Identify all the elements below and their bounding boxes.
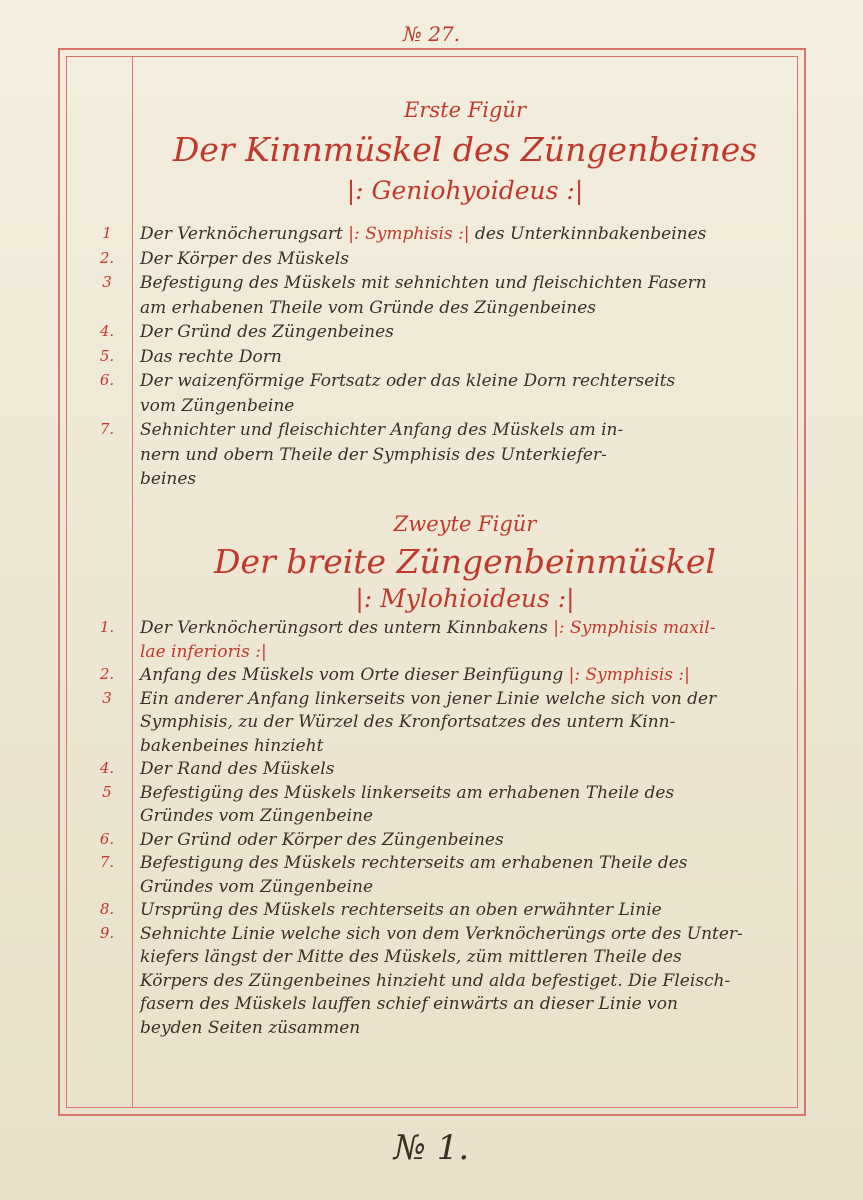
item-text: Symphisis, zu der Würzel des Kronfortsatzes des untern Kinn- xyxy=(140,712,676,732)
item-text: Befestigung des Müskels rechterseits am erhabenen Theile des xyxy=(140,853,688,873)
item-number: 7. xyxy=(99,853,115,871)
item-line xyxy=(140,616,790,640)
figure1-label: Erste Figür xyxy=(404,98,526,122)
item-number: 7. xyxy=(99,420,115,438)
item-number: 2. xyxy=(99,665,115,683)
item-line xyxy=(140,345,790,369)
item-number: 4. xyxy=(99,322,115,340)
item-number: 2. xyxy=(99,248,115,267)
item-text: Sehnichter und fleischichter Anfang des Müskels am in- xyxy=(140,420,624,440)
item-line xyxy=(140,828,790,852)
item-text: Der Verknöcherüngsort des untern Kinnbakens xyxy=(140,618,554,638)
item-line xyxy=(140,640,790,664)
item-text: Befestigung des Müskels mit sehnichten und fleischichten Fasern xyxy=(140,273,707,293)
item-line xyxy=(140,851,790,875)
item-line xyxy=(140,467,790,491)
item-number: 3 xyxy=(102,688,112,707)
item-text: Gründes vom Züngenbeine xyxy=(140,876,374,897)
figure2-title: Der breite Züngenbeinmüskel xyxy=(214,542,716,581)
item-line xyxy=(140,945,790,969)
item-text: Anfang des Müskels vom Orte dieser Beinfügung xyxy=(140,665,569,685)
item-line xyxy=(140,710,790,734)
item-number: 4. xyxy=(99,759,115,777)
item-text: Der waizenförmige Fortsatz oder das kleine Dorn rechterseits xyxy=(140,371,676,391)
item-latin-term: lae inferioris :| xyxy=(140,641,267,662)
item-latin-term: |: Symphisis maxil- xyxy=(553,618,716,638)
item-line xyxy=(140,394,790,418)
item-text: fasern des Müskels lauffen schief einwärts an dieser Linie von xyxy=(140,994,678,1014)
item-number: 1. xyxy=(99,618,115,636)
item-latin-term: |: Symphisis :| xyxy=(568,665,690,685)
sheet-number: № 1. xyxy=(393,1128,470,1168)
item-line xyxy=(140,781,790,805)
item-line xyxy=(140,663,790,687)
item-text: vom Züngenbeine xyxy=(140,395,295,416)
item-text: beyden Seiten züsammen xyxy=(140,1017,361,1038)
item-text: Der Verknöcherungsart xyxy=(140,224,349,244)
item-text: nern und obern Theile der Symphisis des Unterkiefer- xyxy=(140,444,607,465)
item-text: am erhabenen Theile vom Gründe des Züngenbeines xyxy=(140,297,597,318)
item-text: Ursprüng des Müskels rechterseits an oben erwähnter Linie xyxy=(140,900,662,920)
item-line xyxy=(140,992,790,1016)
item-text: bakenbeines hinzieht xyxy=(140,735,324,756)
item-line xyxy=(140,271,790,295)
item-text: Der Rand des Müskels xyxy=(140,759,335,779)
item-number: 6. xyxy=(99,371,115,389)
plate-number: № 27. xyxy=(402,22,461,46)
figure1-title: Der Kinnmüskel des Züngenbeines xyxy=(172,130,758,169)
item-text-rest: des Unterkinnbakenbeines xyxy=(469,224,707,244)
item-text: beines xyxy=(140,469,197,489)
figure2-label: Zweyte Figür xyxy=(393,512,537,536)
item-text: kiefers längst der Mitte des Müskels, züm mittleren Theile des xyxy=(140,947,682,967)
item-number: 1 xyxy=(102,224,112,242)
item-line xyxy=(140,875,790,899)
item-number: 8. xyxy=(99,900,115,918)
item-line xyxy=(140,969,790,993)
item-line xyxy=(140,247,790,271)
item-line xyxy=(140,320,790,344)
item-line xyxy=(140,296,790,320)
item-line xyxy=(140,418,790,442)
figure1-latin: |: Geniohyoideus :| xyxy=(346,176,584,205)
item-text: Gründes vom Züngenbeine xyxy=(140,806,374,826)
item-number: 5 xyxy=(102,782,112,801)
item-line xyxy=(140,443,790,467)
item-number: 5. xyxy=(99,346,115,365)
item-line xyxy=(140,1016,790,1040)
item-line xyxy=(140,898,790,922)
item-line xyxy=(140,757,790,781)
item-line xyxy=(140,804,790,828)
item-line xyxy=(140,222,790,246)
item-number: 6. xyxy=(99,829,115,848)
item-number: 9. xyxy=(99,923,115,942)
item-text: Der Gründ des Züngenbeines xyxy=(140,322,394,342)
item-number: 3 xyxy=(102,273,112,291)
item-text: Der Gründ oder Körper des Züngenbeines xyxy=(140,829,504,850)
figure2-latin: |: Mylohioideus :| xyxy=(355,584,575,613)
item-latin-term: |: Symphisis :| xyxy=(348,224,470,244)
item-text: Körpers des Züngenbeines hinzieht und alda befestiget. Die Fleisch- xyxy=(140,970,731,991)
item-line xyxy=(140,734,790,758)
margin-rule xyxy=(132,56,133,1108)
item-line xyxy=(140,687,790,711)
item-text: Ein anderer Anfang linkerseits von jener Linie welche sich von der xyxy=(140,688,717,709)
item-line xyxy=(140,922,790,946)
item-text: Der Körper des Müskels xyxy=(140,248,349,269)
item-text: Das rechte Dorn xyxy=(140,346,282,367)
item-text: Befestigüng des Müskels linkerseits am erhabenen Theile des xyxy=(140,782,675,803)
item-text: Sehnichte Linie welche sich von dem Verknöcherüngs orte des Unter- xyxy=(140,923,743,944)
item-line xyxy=(140,369,790,393)
